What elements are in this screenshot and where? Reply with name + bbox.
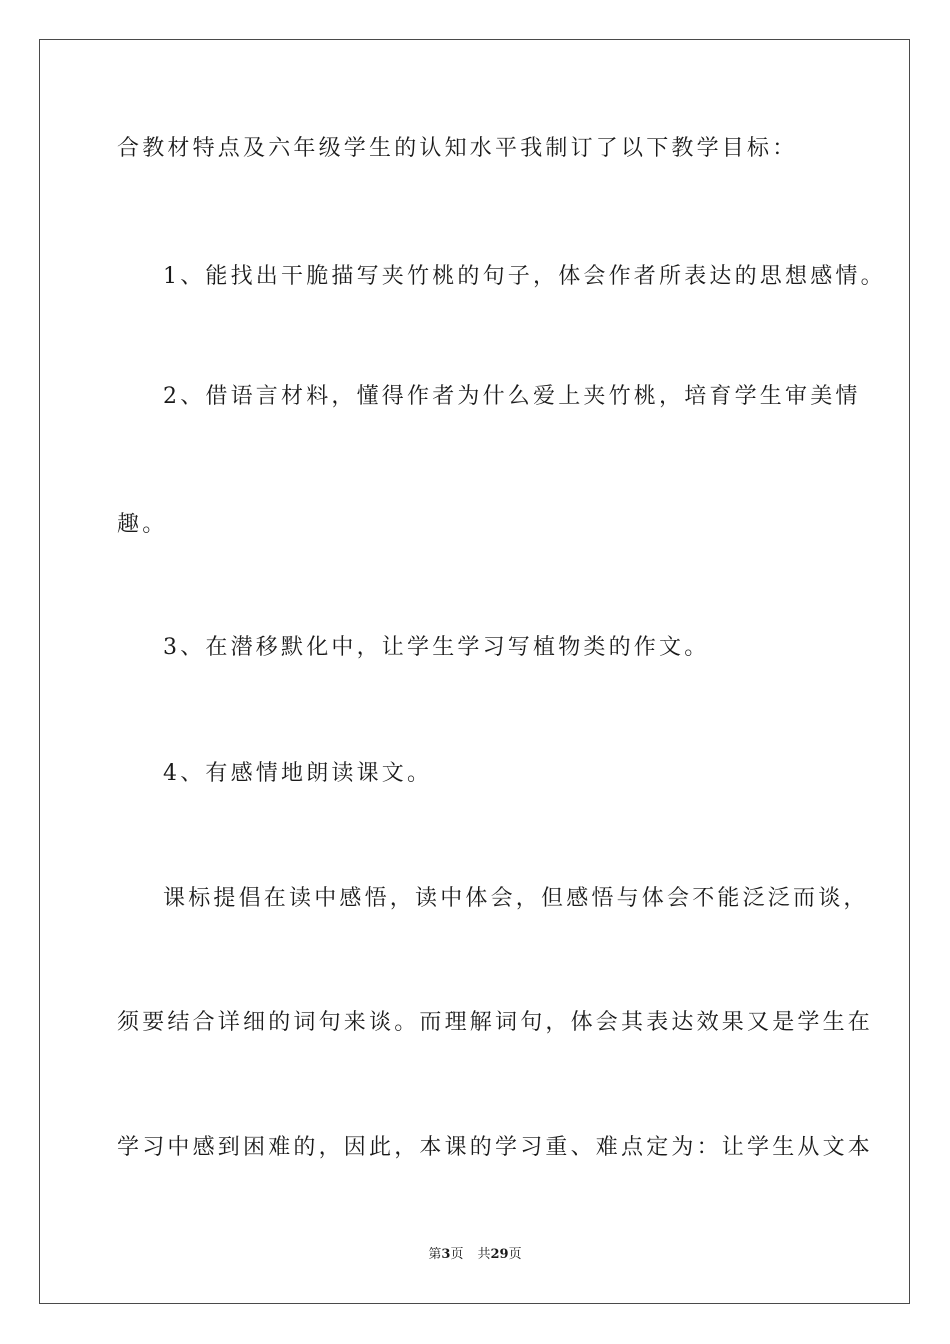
page-prefix: 第 (428, 1247, 442, 1262)
text-line-8: 须要结合详细的词句来谈。而理解词句，体会其表达效果又是学生在 (117, 1010, 874, 1035)
total-suffix: 页 (508, 1247, 522, 1262)
text-line-3: 2、借语言材料，懂得作者为什么爱上夹竹桃，培育学生审美情 (163, 384, 861, 409)
page-suffix: 页 (450, 1247, 464, 1262)
page-footer (0, 1246, 950, 1264)
text-line-7: 课标提倡在读中感悟，读中体会，但感悟与体会不能泛泛而谈， (163, 886, 869, 911)
text-line-9: 学习中感到困难的，因此，本课的学习重、难点定为：让学生从文本 (117, 1135, 874, 1160)
text-line-1: 合教材特点及六年级学生的认知水平我制订了以下教学目标： (117, 136, 798, 161)
text-line-5: 3、在潜移默化中，让学生学习写植物类的作文。 (163, 635, 710, 660)
text-line-6: 4、有感情地朗读课文。 (163, 761, 433, 786)
page-border (39, 39, 910, 1304)
text-line-2: 1、能找出干脆描写夹竹桃的句子，体会作者所表达的思想感情。 (163, 264, 886, 289)
page-number: 3 (441, 1247, 451, 1262)
total-prefix: 共 (477, 1247, 491, 1262)
text-line-4: 趣。 (117, 512, 168, 537)
total-pages: 29 (490, 1247, 509, 1262)
